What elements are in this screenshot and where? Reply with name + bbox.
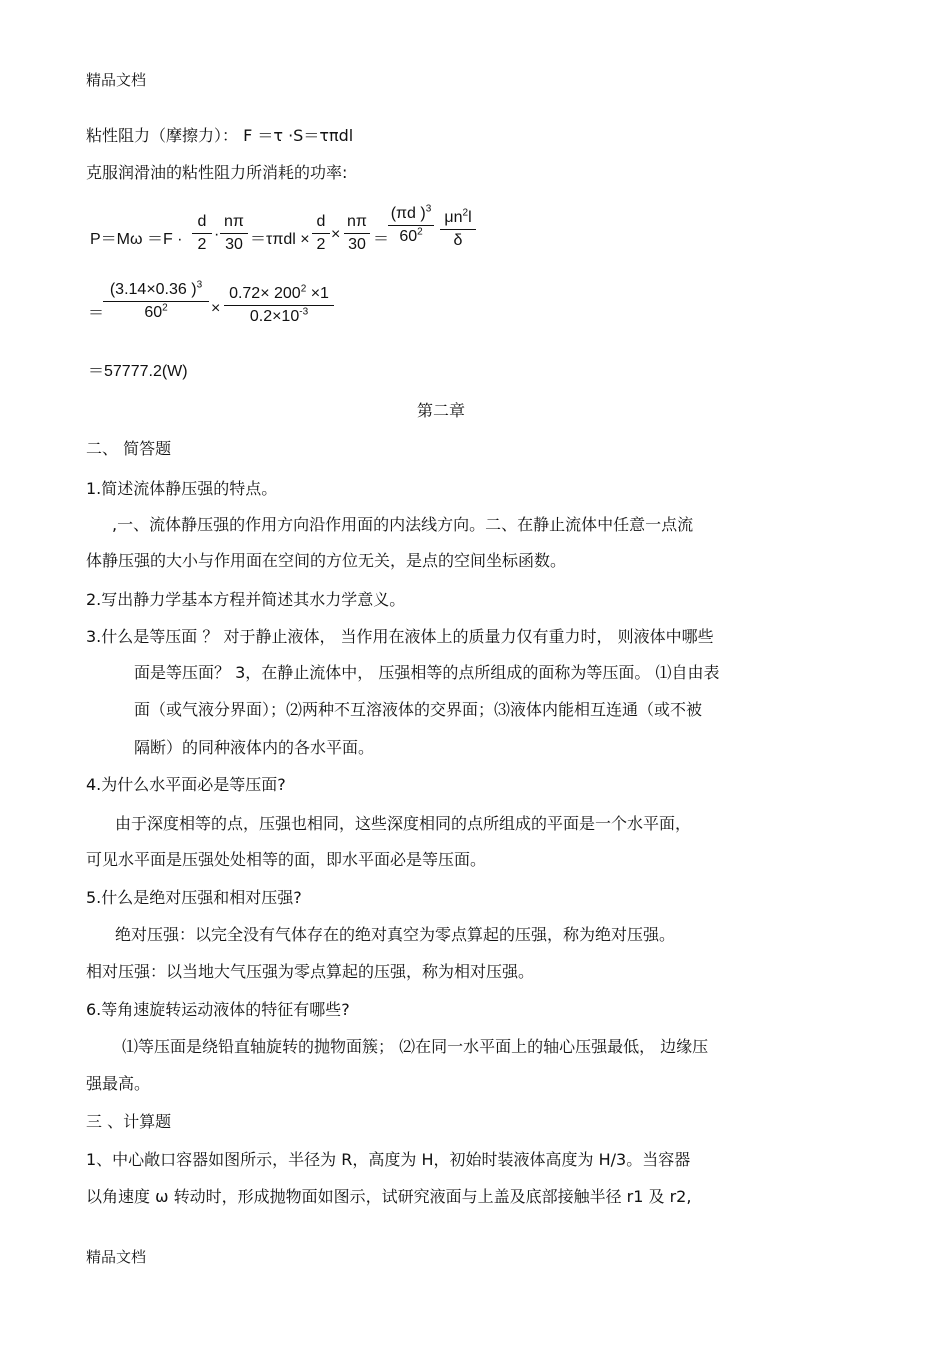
answer-4-line-2: 可见水平面是压强处处相等的面，即水平面必是等压面。 [86,850,487,869]
question-3-line-2: 面是等压面？ 3，在静止流体中， 压强相等的点所组成的面称为等压面。 ⑴自由表 [134,663,720,682]
question-2: 2.写出静力学基本方程并简述其水力学意义。 [86,590,406,609]
p-prefix: P＝Mω ＝F · [90,231,183,248]
page-header: 精品文档 [86,71,147,89]
page-footer: 精品文档 [86,1248,147,1266]
section-short-answer: 二、 简答题 [86,439,172,458]
question-3-line-4: 隔断）的同种液体内的各水平面。 [134,738,375,757]
equals-operator: ＝ [373,231,390,248]
answer-5-line-2: 相对压强：以当地大气压强为零点算起的压强，称为相对压强。 [86,962,535,981]
section-calculation: 三 、计算题 [86,1112,172,1131]
question-6: 6.等角速旋转运动液体的特征有哪些? [86,1000,350,1019]
answer-1-line-2: 体静压强的大小与作用面在空间的方位无关，是点的空间坐标函数。 [86,551,567,570]
calc-1-line-2: 以角速度 ω 转动时，形成抛物面如图示，试研究液面与上盖及底部接触半径 r1 及 r2, [86,1187,692,1206]
answer-6-line-1: ⑴等压面是绕铅直轴旋转的抛物面簇； ⑵在同一水平面上的轴心压强最低， 边缘压 [122,1037,709,1056]
answer-5-line-1: 绝对压强：以完全没有气体存在的绝对真空为零点算起的压强，称为绝对压强。 [115,925,676,944]
fraction-numeric-1: (3.14×0.36 )$^3$ $60^2$ [103,280,209,323]
calc-1-line-1: 1、中心敞口容器如图所示，半径为 R，高度为 H，初始时装液体高度为 H/3。当容器 [86,1150,691,1169]
dot-operator: · [214,226,220,243]
fraction-d-over-2-b: d 2 [312,212,330,255]
fraction-d-over-2: d 2 [192,212,212,255]
question-1: 1.简述流体静压强的特点。 [86,479,278,498]
tau-pi-dl: ＝τπdl × [250,231,310,248]
power-result: ＝57777.2(W) [88,363,188,380]
answer-1-line-1: ,一、流体静压强的作用方向沿作用面的内法线方向。二、在静止流体中任意一点流 [112,515,694,534]
power-intro-line: 克服润滑油的粘性阻力所消耗的功率: [86,163,348,182]
times-operator: × [331,226,341,243]
viscous-resistance-line: 粘性阻力（摩擦力）： F ＝τ ·S＝τπdl [86,126,354,145]
times-operator-2: × [211,300,221,317]
question-5: 5.什么是绝对压强和相对压强? [86,888,302,907]
fraction-npi-over-30-b: nπ 30 [344,212,370,255]
fraction-mu-n2-l-over-delta: $\mu n^2l$ δ [440,208,476,251]
fraction-numeric-2: $0.72\times 200^2 \times 1$ $0.2\times 10^{-3}$ [224,284,334,327]
answer-6-line-2: 强最高。 [86,1074,151,1093]
equals-operator-2: ＝ [88,305,105,322]
question-3-line-1: 3.什么是等压面 ？ 对于静止液体， 当作用在液体上的质量力仅有重力时， 则液体中哪些 [86,627,714,646]
question-3-line-3: 面（或气液分界面）；⑵两种不互溶液体的交界面；⑶液体内能相互连通（或不被 [134,700,703,719]
question-4: 4.为什么水平面必是等压面? [86,775,286,794]
answer-4-line-1: 由于深度相等的点，压强也相同，这些深度相同的点所组成的平面是一个水平面， [115,814,692,833]
fraction-npi-over-30: nπ 30 [220,212,248,255]
chapter-title: 第二章 [417,401,466,420]
fraction-pid-cubed-over-60-sq: (πd )$^3$ $60^2$ [388,204,434,247]
